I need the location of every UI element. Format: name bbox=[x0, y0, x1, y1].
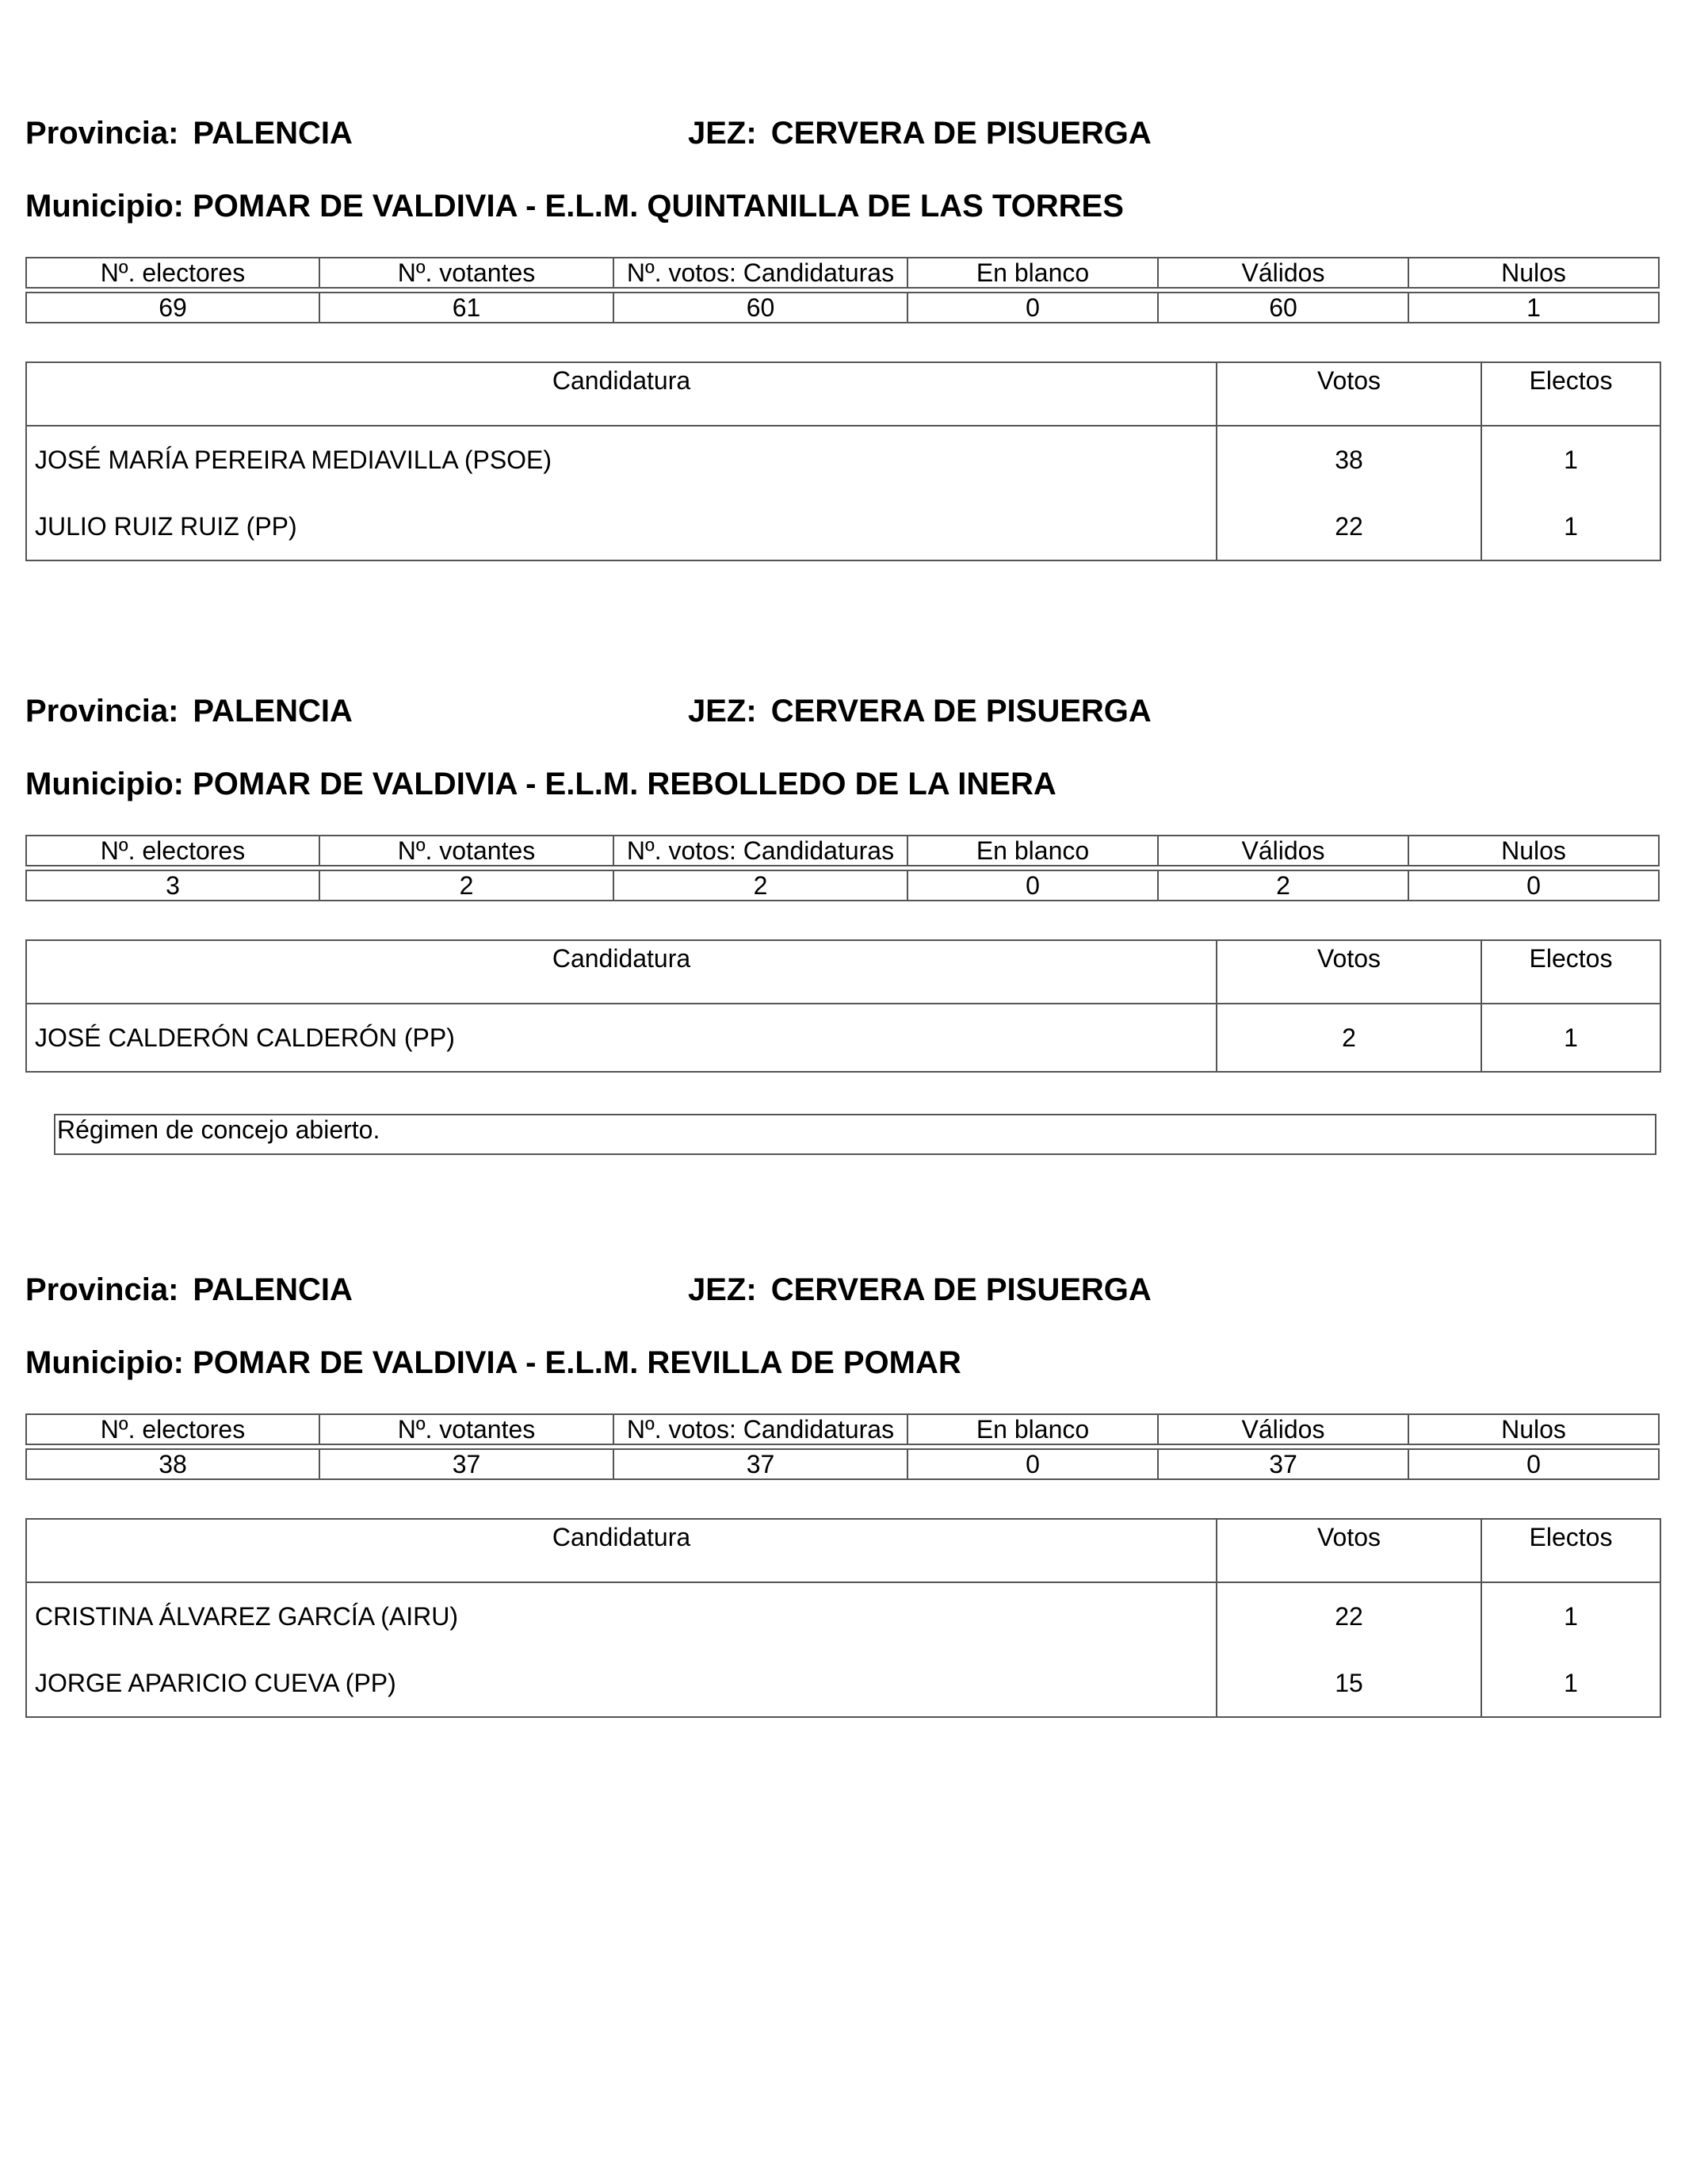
stats-value: 0 bbox=[907, 1449, 1158, 1479]
stats-header: Válidos bbox=[1158, 1414, 1408, 1444]
candidate-name: CRISTINA ÁLVAREZ GARCÍA (AIRU) bbox=[35, 1602, 459, 1631]
jez-label: JEZ: bbox=[688, 694, 757, 729]
stats-value-row bbox=[26, 870, 1659, 901]
stats-value: 2 bbox=[1158, 870, 1408, 901]
stats-value: 38 bbox=[26, 1449, 319, 1479]
stats-value: 0 bbox=[1408, 1449, 1659, 1479]
stats-header: Nulos bbox=[1408, 836, 1659, 866]
stats-header: En blanco bbox=[907, 836, 1158, 866]
jez-value: CERVERA DE PISUERGA bbox=[770, 694, 1152, 729]
jez-line bbox=[688, 114, 1152, 152]
candidates-header-row bbox=[27, 363, 1660, 426]
results-section bbox=[0, 679, 1685, 1282]
candidate-row bbox=[27, 493, 1660, 560]
jez-label: JEZ: bbox=[688, 1272, 757, 1307]
stats-header: Nº. electores bbox=[26, 836, 319, 866]
stats-header: En blanco bbox=[907, 258, 1158, 288]
municipio-line bbox=[25, 765, 1056, 803]
stats-value: 1 bbox=[1408, 293, 1659, 323]
candidate-electos: 1 bbox=[1564, 1023, 1578, 1052]
jez-label: JEZ: bbox=[688, 116, 757, 151]
candidate-row bbox=[27, 1650, 1660, 1716]
municipio-label: Municipio: bbox=[25, 767, 184, 801]
stats-header: Nulos bbox=[1408, 258, 1659, 288]
candidate-name: JORGE APARICIO CUEVA (PP) bbox=[35, 1669, 396, 1697]
stats-value: 0 bbox=[907, 870, 1158, 901]
stats-header-row bbox=[26, 836, 1659, 866]
candidate-row bbox=[27, 426, 1660, 493]
stats-table bbox=[25, 835, 1660, 901]
jez-value: CERVERA DE PISUERGA bbox=[770, 1272, 1152, 1307]
stats-value: 60 bbox=[613, 293, 907, 323]
stats-value: 61 bbox=[319, 293, 613, 323]
candidate-name: JOSÉ MARÍA PEREIRA MEDIAVILLA (PSOE) bbox=[35, 446, 552, 474]
candidate-name: JOSÉ CALDERÓN CALDERÓN (PP) bbox=[35, 1023, 455, 1052]
candidatura-header: Candidatura bbox=[552, 1523, 691, 1551]
stats-header: Nº. electores bbox=[26, 1414, 319, 1444]
provincia-value: PALENCIA bbox=[193, 116, 353, 151]
candidates-header-row bbox=[27, 941, 1660, 1004]
stats-value: 2 bbox=[319, 870, 613, 901]
stats-table bbox=[25, 1413, 1660, 1480]
stats-header: Nº. votos: Candidaturas bbox=[613, 836, 907, 866]
electos-header: Electos bbox=[1529, 1523, 1613, 1551]
stats-header: Nº. votantes bbox=[319, 1414, 613, 1444]
candidate-votos: 15 bbox=[1335, 1669, 1363, 1697]
candidate-electos: 1 bbox=[1564, 1669, 1578, 1697]
stats-header: Válidos bbox=[1158, 258, 1408, 288]
stats-value: 0 bbox=[1408, 870, 1659, 901]
candidate-electos: 1 bbox=[1564, 512, 1578, 541]
municipio-value: POMAR DE VALDIVIA - E.L.M. REBOLLEDO DE LA INERA bbox=[193, 767, 1056, 801]
jez-value: CERVERA DE PISUERGA bbox=[770, 116, 1152, 151]
municipio-line bbox=[25, 187, 1124, 225]
candidate-electos: 1 bbox=[1564, 1602, 1578, 1631]
candidatura-header: Candidatura bbox=[552, 944, 691, 973]
provincia-label: Provincia: bbox=[25, 116, 179, 151]
candidates-table bbox=[25, 361, 1661, 561]
stats-header: Nº. votos: Candidaturas bbox=[613, 258, 907, 288]
votos-header: Votos bbox=[1316, 944, 1381, 973]
stats-header-row bbox=[26, 1414, 1659, 1444]
candidate-row bbox=[27, 1583, 1660, 1650]
municipio-label: Municipio: bbox=[25, 189, 184, 224]
provincia-label: Provincia: bbox=[25, 1272, 179, 1307]
candidate-votos: 38 bbox=[1335, 446, 1363, 474]
candidate-row bbox=[27, 1004, 1660, 1071]
stats-value: 60 bbox=[1158, 293, 1408, 323]
candidate-votos: 22 bbox=[1335, 1602, 1363, 1631]
votos-header: Votos bbox=[1316, 1523, 1381, 1551]
provincia-line bbox=[25, 692, 353, 730]
candidate-electos: 1 bbox=[1564, 446, 1578, 474]
jez-line bbox=[688, 692, 1152, 730]
provincia-value: PALENCIA bbox=[193, 694, 353, 729]
stats-value: 3 bbox=[26, 870, 319, 901]
candidate-votos: 2 bbox=[1342, 1023, 1356, 1052]
municipio-value: POMAR DE VALDIVIA - E.L.M. REVILLA DE POMAR bbox=[193, 1345, 961, 1380]
electos-header: Electos bbox=[1529, 944, 1613, 973]
results-section bbox=[0, 101, 1685, 704]
stats-header: En blanco bbox=[907, 1414, 1158, 1444]
candidatura-header: Candidatura bbox=[552, 366, 691, 395]
stats-table bbox=[25, 257, 1660, 323]
stats-value: 37 bbox=[613, 1449, 907, 1479]
stats-value: 0 bbox=[907, 293, 1158, 323]
candidates-header-row bbox=[27, 1520, 1660, 1583]
stats-value: 69 bbox=[26, 293, 319, 323]
stats-header: Nº. electores bbox=[26, 258, 319, 288]
provincia-line bbox=[25, 114, 353, 152]
provincia-label: Provincia: bbox=[25, 694, 179, 729]
stats-value: 2 bbox=[613, 870, 907, 901]
electos-header: Electos bbox=[1529, 366, 1613, 395]
provincia-value: PALENCIA bbox=[193, 1272, 353, 1307]
candidate-name: JULIO RUIZ RUIZ (PP) bbox=[35, 512, 297, 541]
stats-header: Nulos bbox=[1408, 1414, 1659, 1444]
note-box: Régimen de concejo abierto. bbox=[54, 1114, 1656, 1155]
stats-header: Nº. votantes bbox=[319, 836, 613, 866]
jez-line bbox=[688, 1271, 1152, 1309]
stats-value-row bbox=[26, 293, 1659, 323]
stats-header-row bbox=[26, 258, 1659, 288]
candidate-votos: 22 bbox=[1335, 512, 1363, 541]
votos-header: Votos bbox=[1316, 366, 1381, 395]
stats-value: 37 bbox=[319, 1449, 613, 1479]
results-section bbox=[0, 1258, 1685, 1861]
municipio-line bbox=[25, 1344, 961, 1382]
stats-header: Nº. votos: Candidaturas bbox=[613, 1414, 907, 1444]
stats-value: 37 bbox=[1158, 1449, 1408, 1479]
candidates-table bbox=[25, 939, 1661, 1073]
candidates-table bbox=[25, 1518, 1661, 1718]
stats-value-row bbox=[26, 1449, 1659, 1479]
stats-header: Nº. votantes bbox=[319, 258, 613, 288]
stats-header: Válidos bbox=[1158, 836, 1408, 866]
municipio-value: POMAR DE VALDIVIA - E.L.M. QUINTANILLA DE LAS TORRES bbox=[193, 189, 1124, 224]
municipio-label: Municipio: bbox=[25, 1345, 184, 1380]
provincia-line bbox=[25, 1271, 353, 1309]
